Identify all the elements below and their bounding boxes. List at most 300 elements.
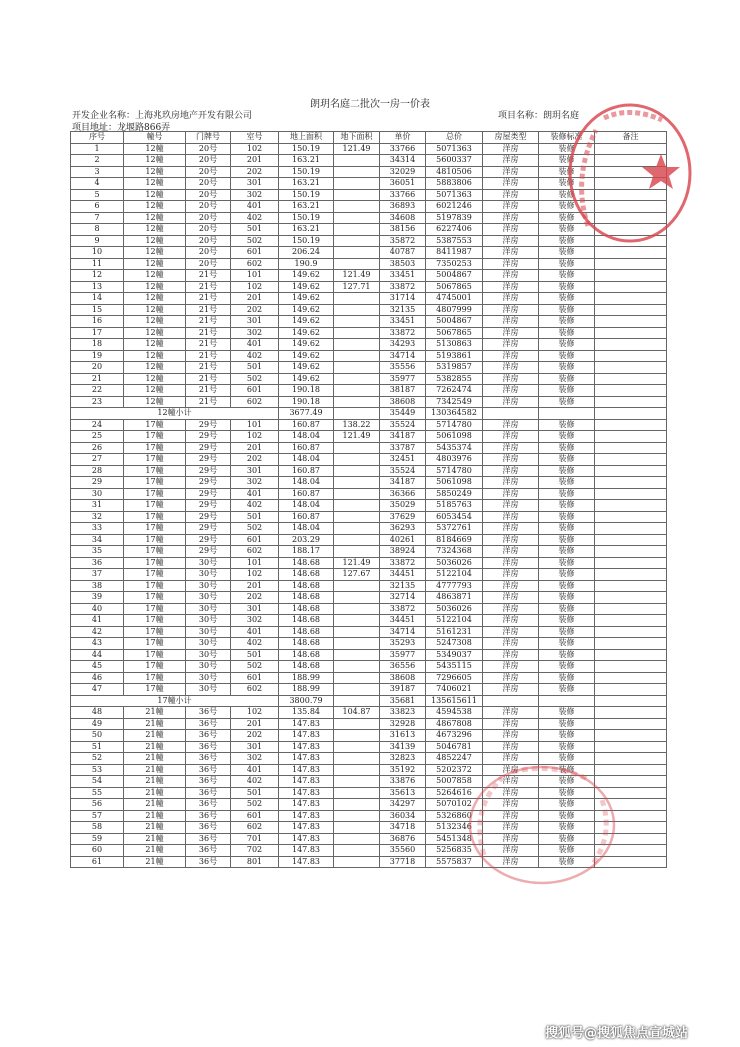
table-cell: 4	[71, 178, 124, 190]
table-cell: 装修	[539, 178, 595, 190]
table-cell: 10	[71, 247, 124, 259]
table-cell: 洋房	[483, 327, 539, 339]
table-cell: 34608	[380, 212, 426, 224]
table-cell: 148.04	[279, 500, 334, 512]
project-address: 项目地址：龙堰路866弄	[72, 123, 171, 133]
table-cell: 洋房	[483, 270, 539, 282]
table-cell: 401	[231, 201, 279, 213]
table-cell: 17幢	[124, 580, 186, 592]
table-cell: 29号	[186, 488, 231, 500]
table-cell: 30号	[186, 615, 231, 627]
table-cell: 19	[71, 350, 124, 362]
table-cell: 21幢	[124, 856, 186, 868]
table-cell	[595, 753, 667, 765]
table-cell: 1	[71, 143, 124, 155]
table-cell: 148.68	[279, 580, 334, 592]
table-cell	[334, 327, 380, 339]
table-row	[71, 523, 667, 535]
table-cell	[595, 718, 667, 730]
table-cell: 装修	[539, 626, 595, 638]
table-cell: 33872	[380, 557, 426, 569]
table-cell: 36556	[380, 661, 426, 673]
table-cell	[595, 224, 667, 236]
table-cell: 洋房	[483, 224, 539, 236]
table-cell: 5036026	[426, 557, 483, 569]
table-cell	[595, 707, 667, 719]
table-cell: 17幢	[124, 592, 186, 604]
table-cell: 5850249	[426, 488, 483, 500]
table-cell: 洋房	[483, 339, 539, 351]
table-cell	[334, 718, 380, 730]
table-cell	[334, 477, 380, 489]
table-cell: 502	[231, 235, 279, 247]
table-cell: 7	[71, 212, 124, 224]
table-cell: 装修	[539, 684, 595, 696]
price-table	[70, 131, 667, 868]
table-row	[71, 350, 667, 362]
table-cell: 5451348	[426, 833, 483, 845]
table-cell: 21号	[186, 293, 231, 305]
table-cell: 149.62	[279, 339, 334, 351]
table-cell: 12幢	[124, 362, 186, 374]
table-cell: 洋房	[483, 776, 539, 788]
table-cell: 147.83	[279, 753, 334, 765]
table-cell: 135.84	[279, 707, 334, 719]
table-cell: 21号	[186, 396, 231, 408]
table-cell: 装修	[539, 235, 595, 247]
table-cell	[595, 615, 667, 627]
table-cell: 17幢	[124, 488, 186, 500]
table-cell: 502	[231, 523, 279, 535]
table-cell: 30号	[186, 661, 231, 673]
table-cell: 洋房	[483, 684, 539, 696]
col-header-door: 门牌号	[186, 132, 231, 144]
table-cell: 21号	[186, 339, 231, 351]
table-cell	[595, 465, 667, 477]
table-row	[71, 281, 667, 293]
table-cell: 148.04	[279, 431, 334, 443]
table-cell: 202	[231, 592, 279, 604]
table-row	[71, 833, 667, 845]
table-cell: 7262474	[426, 385, 483, 397]
table-cell: 30号	[186, 684, 231, 696]
table-cell: 装修	[539, 603, 595, 615]
table-cell	[334, 764, 380, 776]
table-cell: 洋房	[483, 155, 539, 167]
table-cell: 洋房	[483, 845, 539, 857]
subtotal-empty-cell	[539, 408, 595, 420]
table-cell: 46	[71, 672, 124, 684]
table-cell: 17幢	[124, 454, 186, 466]
table-cell	[595, 362, 667, 374]
table-cell: 36	[71, 557, 124, 569]
table-cell: 装修	[539, 500, 595, 512]
table-cell: 装修	[539, 753, 595, 765]
table-cell: 装修	[539, 350, 595, 362]
table-cell: 36号	[186, 753, 231, 765]
table-cell: 39	[71, 592, 124, 604]
table-cell: 12幢	[124, 235, 186, 247]
table-cell: 36号	[186, 718, 231, 730]
table-cell: 32135	[380, 580, 426, 592]
table-cell: 33872	[380, 281, 426, 293]
table-cell	[334, 316, 380, 328]
table-cell: 17幢	[124, 477, 186, 489]
table-cell: 21幢	[124, 833, 186, 845]
table-cell: 12	[71, 270, 124, 282]
table-cell: 8	[71, 224, 124, 236]
table-cell: 洋房	[483, 603, 539, 615]
subtotal-cell	[334, 695, 380, 707]
table-cell: 17幢	[124, 569, 186, 581]
table-cell: 洋房	[483, 281, 539, 293]
table-cell: 装修	[539, 304, 595, 316]
table-row	[71, 557, 667, 569]
table-cell: 29号	[186, 465, 231, 477]
table-cell: 32135	[380, 304, 426, 316]
table-cell: 装修	[539, 580, 595, 592]
table-cell: 149.62	[279, 281, 334, 293]
table-cell: 5714780	[426, 419, 483, 431]
table-cell: 8184669	[426, 534, 483, 546]
table-cell	[334, 212, 380, 224]
table-cell	[595, 293, 667, 305]
table-cell: 30号	[186, 649, 231, 661]
table-cell: 188.99	[279, 672, 334, 684]
table-cell: 101	[231, 419, 279, 431]
table-cell: 39187	[380, 684, 426, 696]
table-row	[71, 454, 667, 466]
table-cell: 21号	[186, 385, 231, 397]
table-cell: 5193861	[426, 350, 483, 362]
table-cell	[595, 477, 667, 489]
table-cell: 147.83	[279, 810, 334, 822]
table-row	[71, 592, 667, 604]
table-cell: 402	[231, 350, 279, 362]
table-cell	[595, 155, 667, 167]
table-cell	[334, 511, 380, 523]
table-cell	[595, 672, 667, 684]
table-cell: 34139	[380, 741, 426, 753]
table-cell: 55	[71, 787, 124, 799]
table-cell	[334, 787, 380, 799]
table-cell: 148.04	[279, 454, 334, 466]
table-cell: 洋房	[483, 649, 539, 661]
table-cell: 29号	[186, 546, 231, 558]
table-row	[71, 304, 667, 316]
table-row	[71, 212, 667, 224]
subtotal-cell: 130364582	[426, 408, 483, 420]
table-cell: 装修	[539, 730, 595, 742]
subtotal-cell: 3800.79	[279, 695, 334, 707]
table-row	[71, 201, 667, 213]
table-cell	[334, 304, 380, 316]
table-cell	[334, 523, 380, 535]
table-cell: 36号	[186, 833, 231, 845]
table-cell: 30号	[186, 557, 231, 569]
table-cell	[595, 270, 667, 282]
table-cell: 32	[71, 511, 124, 523]
table-cell: 20号	[186, 247, 231, 259]
table-cell: 4745001	[426, 293, 483, 305]
table-cell	[334, 672, 380, 684]
table-cell: 洋房	[483, 753, 539, 765]
table-cell: 30号	[186, 569, 231, 581]
table-cell: 12幢	[124, 281, 186, 293]
table-cell	[595, 764, 667, 776]
table-cell: 502	[231, 661, 279, 673]
table-cell: 21幢	[124, 764, 186, 776]
table-cell: 11	[71, 258, 124, 270]
table-cell: 148.68	[279, 661, 334, 673]
table-cell	[334, 822, 380, 834]
table-cell: 12幢	[124, 189, 186, 201]
table-cell: 41	[71, 615, 124, 627]
table-cell: 装修	[539, 787, 595, 799]
table-cell	[334, 649, 380, 661]
table-cell	[334, 155, 380, 167]
table-cell: 31	[71, 500, 124, 512]
table-cell: 17幢	[124, 546, 186, 558]
table-cell: 装修	[539, 281, 595, 293]
table-cell: 装修	[539, 707, 595, 719]
table-cell	[595, 350, 667, 362]
table-cell	[595, 339, 667, 351]
table-cell: 洋房	[483, 178, 539, 190]
table-cell: 33	[71, 523, 124, 535]
subtotal-cell	[334, 408, 380, 420]
table-cell: 装修	[539, 799, 595, 811]
table-cell	[595, 810, 667, 822]
table-cell	[595, 235, 667, 247]
table-cell: 洋房	[483, 419, 539, 431]
table-row	[71, 224, 667, 236]
table-cell	[334, 776, 380, 788]
table-cell: 5061098	[426, 431, 483, 443]
table-cell: 20号	[186, 155, 231, 167]
table-cell: 30号	[186, 672, 231, 684]
table-cell	[334, 626, 380, 638]
table-row	[71, 845, 667, 857]
table-cell	[595, 580, 667, 592]
table-cell: 601	[231, 810, 279, 822]
table-cell: 4867808	[426, 718, 483, 730]
table-cell: 36366	[380, 488, 426, 500]
table-cell	[595, 799, 667, 811]
table-cell	[595, 787, 667, 799]
table-cell	[595, 833, 667, 845]
table-cell: 36号	[186, 787, 231, 799]
table-cell	[595, 178, 667, 190]
table-cell: 洋房	[483, 442, 539, 454]
table-cell: 17幢	[124, 431, 186, 443]
table-cell: 601	[231, 672, 279, 684]
table-cell: 33872	[380, 327, 426, 339]
table-row	[71, 615, 667, 627]
table-cell: 59	[71, 833, 124, 845]
table-cell: 16	[71, 316, 124, 328]
table-cell: 洋房	[483, 534, 539, 546]
table-row	[71, 488, 667, 500]
table-cell: 17幢	[124, 684, 186, 696]
table-cell: 29号	[186, 442, 231, 454]
table-cell: 装修	[539, 661, 595, 673]
table-row	[71, 764, 667, 776]
table-cell: 12幢	[124, 270, 186, 282]
table-cell: 洋房	[483, 201, 539, 213]
table-cell: 34714	[380, 350, 426, 362]
table-cell: 17幢	[124, 626, 186, 638]
table-cell: 147.83	[279, 718, 334, 730]
col-header-remark: 备注	[595, 132, 667, 144]
table-cell: 6053454	[426, 511, 483, 523]
table-cell: 33876	[380, 776, 426, 788]
table-cell: 装修	[539, 465, 595, 477]
table-cell: 30号	[186, 626, 231, 638]
table-cell: 33823	[380, 707, 426, 719]
table-cell: 3	[71, 166, 124, 178]
table-cell: 12幢	[124, 247, 186, 259]
table-cell: 17幢	[124, 534, 186, 546]
table-row	[71, 166, 667, 178]
table-cell: 5435374	[426, 442, 483, 454]
table-row	[71, 465, 667, 477]
table-cell	[334, 362, 380, 374]
table-cell: 149.62	[279, 304, 334, 316]
table-cell: 150.19	[279, 143, 334, 155]
table-cell: 34187	[380, 477, 426, 489]
table-cell: 17幢	[124, 442, 186, 454]
table-row	[71, 810, 667, 822]
table-cell: 188.99	[279, 684, 334, 696]
table-cell: 163.21	[279, 155, 334, 167]
table-cell	[334, 373, 380, 385]
table-cell: 装修	[539, 488, 595, 500]
table-cell: 302	[231, 189, 279, 201]
table-cell: 32451	[380, 454, 426, 466]
table-cell: 34297	[380, 799, 426, 811]
table-cell: 148.68	[279, 557, 334, 569]
table-cell: 12幢	[124, 304, 186, 316]
table-cell: 5247308	[426, 638, 483, 650]
col-header-total-price: 总价	[426, 132, 483, 144]
table-cell: 147.83	[279, 776, 334, 788]
table-cell	[334, 741, 380, 753]
table-cell: 29号	[186, 500, 231, 512]
table-cell: 装修	[539, 845, 595, 857]
table-cell: 装修	[539, 741, 595, 753]
table-cell: 洋房	[483, 638, 539, 650]
table-cell: 21幢	[124, 753, 186, 765]
table-cell: 150.19	[279, 212, 334, 224]
table-cell: 35192	[380, 764, 426, 776]
table-cell: 5067865	[426, 281, 483, 293]
table-cell	[595, 534, 667, 546]
table-cell: 2	[71, 155, 124, 167]
table-cell: 150.19	[279, 166, 334, 178]
table-cell: 23	[71, 396, 124, 408]
table-cell: 5575837	[426, 856, 483, 868]
table-cell: 4803976	[426, 454, 483, 466]
table-cell: 501	[231, 362, 279, 374]
table-cell: 21号	[186, 281, 231, 293]
table-cell: 36893	[380, 201, 426, 213]
subtotal-row	[71, 408, 667, 420]
table-cell: 洋房	[483, 718, 539, 730]
col-header-above-area: 地上面积	[279, 132, 334, 144]
table-cell: 36051	[380, 178, 426, 190]
table-cell: 5319857	[426, 362, 483, 374]
table-cell: 602	[231, 822, 279, 834]
table-cell: 40261	[380, 534, 426, 546]
table-cell: 32928	[380, 718, 426, 730]
table-cell	[334, 235, 380, 247]
table-cell: 装修	[539, 511, 595, 523]
developer-name: 开发企业名称：上海兆玖房地产开发有限公司	[72, 111, 253, 121]
table-cell: 36034	[380, 810, 426, 822]
table-cell: 30	[71, 488, 124, 500]
table-cell	[334, 189, 380, 201]
table-cell: 洋房	[483, 856, 539, 868]
table-cell: 149.62	[279, 316, 334, 328]
table-cell: 洋房	[483, 488, 539, 500]
table-cell: 洋房	[483, 822, 539, 834]
table-cell: 洋房	[483, 385, 539, 397]
table-cell: 37718	[380, 856, 426, 868]
table-cell	[595, 419, 667, 431]
table-cell: 160.87	[279, 442, 334, 454]
table-cell: 501	[231, 511, 279, 523]
table-cell: 20号	[186, 235, 231, 247]
project-name: 项目名称：朗玥名庭	[498, 111, 580, 121]
table-row	[71, 753, 667, 765]
table-cell	[595, 730, 667, 742]
table-cell: 34451	[380, 569, 426, 581]
table-row	[71, 270, 667, 282]
table-cell: 121.49	[334, 557, 380, 569]
table-cell: 30号	[186, 592, 231, 604]
table-cell	[595, 649, 667, 661]
table-cell: 20号	[186, 178, 231, 190]
table-cell: 洋房	[483, 465, 539, 477]
table-cell	[595, 845, 667, 857]
table-cell: 洋房	[483, 350, 539, 362]
subtotal-empty-cell	[595, 695, 667, 707]
table-cell	[334, 396, 380, 408]
col-header-room: 室号	[231, 132, 279, 144]
table-cell: 104.87	[334, 707, 380, 719]
table-cell: 301	[231, 316, 279, 328]
table-cell: 装修	[539, 672, 595, 684]
table-cell: 35029	[380, 500, 426, 512]
table-cell: 163.21	[279, 178, 334, 190]
table-cell: 装修	[539, 718, 595, 730]
table-cell: 148.68	[279, 626, 334, 638]
table-cell	[334, 385, 380, 397]
subtotal-cell: 35449	[380, 408, 426, 420]
table-row	[71, 799, 667, 811]
table-cell: 装修	[539, 546, 595, 558]
table-cell: 洋房	[483, 293, 539, 305]
subtotal-cell: 3677.49	[279, 408, 334, 420]
table-cell: 148.68	[279, 592, 334, 604]
table-cell: 35872	[380, 235, 426, 247]
table-cell: 36号	[186, 764, 231, 776]
table-cell: 602	[231, 396, 279, 408]
table-cell: 6	[71, 201, 124, 213]
table-cell: 302	[231, 753, 279, 765]
table-cell: 149.62	[279, 270, 334, 282]
